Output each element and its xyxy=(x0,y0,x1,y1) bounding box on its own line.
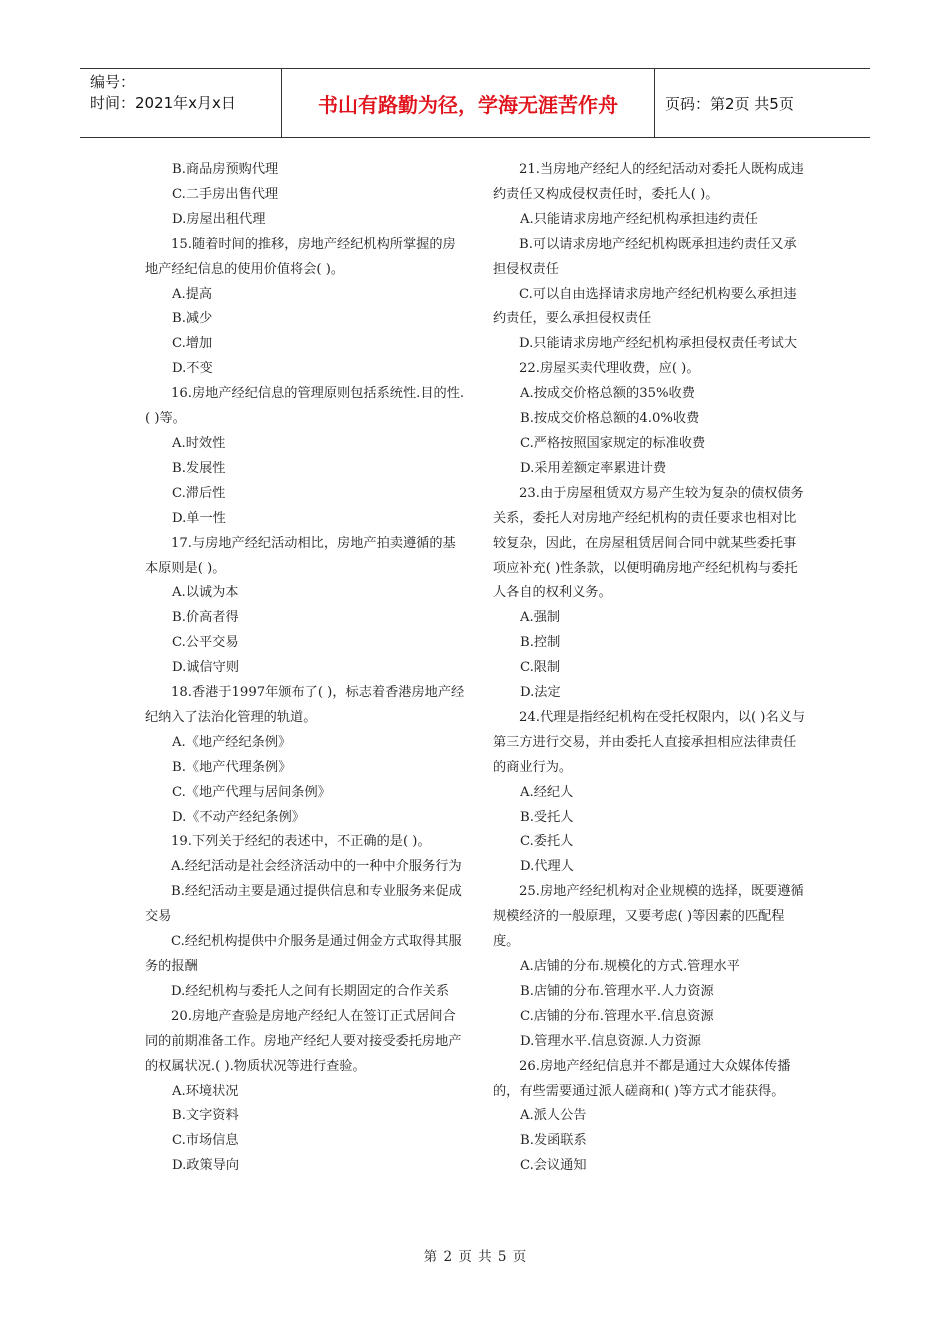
answer-option: B.店铺的分布.管理水平.人力资源 xyxy=(520,983,714,999)
answer-option: B.按成交价格总额的4.0%收费 xyxy=(520,411,700,427)
answer-option: C.二手房出售代理 xyxy=(172,186,279,202)
answer-option: C.委托人 xyxy=(520,834,574,850)
answer-option: C.滞后性 xyxy=(172,485,226,501)
answer-option: A.派人公告 xyxy=(520,1108,587,1124)
answer-option: D.不变 xyxy=(172,361,213,377)
answer-option: D.法定 xyxy=(520,685,561,701)
question-text: 15.随着时间的推移，房地产经纪机构所掌握的房地产经纪信息的使用价值将会( )。 xyxy=(145,236,456,277)
answer-option: C.限制 xyxy=(520,660,561,676)
question-text: 24.代理是指经纪机构在受托权限内，以( )名义与第三方进行交易，并由委托人直接承担相应法律责任的商业行为。 xyxy=(493,709,806,775)
question-text: B.可以请求房地产经纪机构既承担违约责任又承担侵权责任 xyxy=(493,236,797,277)
question-text: B.经纪活动主要是通过提供信息和专业服务来促成交易 xyxy=(145,884,462,925)
answer-option: B.价高者得 xyxy=(172,610,239,626)
answer-option: C.公平交易 xyxy=(172,635,239,651)
answer-option: A.经纪人 xyxy=(520,784,574,800)
header-motto: 书山有路勤为径，学海无涯苦作舟 xyxy=(282,69,655,137)
question-text: 17.与房地产经纪活动相比，房地产拍卖遵循的基本原则是( )。 xyxy=(145,535,456,576)
answer-option: A.时效性 xyxy=(172,435,226,451)
question-text: C.可以自由选择请求房地产经纪机构要么承担违约责任，要么承担侵权责任 xyxy=(493,286,797,327)
answer-option: A.只能请求房地产经纪机构承担违约责任 xyxy=(520,211,758,227)
answer-option: D.《不动产经纪条例》 xyxy=(172,809,305,825)
question-text: 21.当房地产经纪人的经纪活动对委托人既构成违约责任又构成侵权责任时，委托人( )。 xyxy=(493,162,804,202)
question-text: 26.房地产经纪信息并不都是通过大众媒体传播的，有些需要通过派人磋商和( )等方式才能获得。 xyxy=(493,1058,791,1099)
answer-option: B.受托人 xyxy=(520,809,574,825)
question-text: D.只能请求房地产经纪机构承担侵权责任考试大 xyxy=(519,336,798,352)
answer-option: B.商品房预购代理 xyxy=(172,162,279,177)
answer-option: C.增加 xyxy=(172,336,213,352)
answer-option: C.会议通知 xyxy=(520,1158,587,1174)
answer-option: A.按成交价格总额的35%收费 xyxy=(520,386,695,402)
header-page-info: 页码：第2页 共5页 xyxy=(665,94,794,113)
answer-option: D.管理水平.信息资源.人力资源 xyxy=(520,1033,701,1049)
answer-option: C.店铺的分布.管理水平.信息资源 xyxy=(520,1008,714,1024)
answer-option: C.严格按照国家规定的标准收费 xyxy=(520,435,706,451)
time-label: 时间：2021年x月x日 xyxy=(90,94,236,112)
answer-option: D.诚信守则 xyxy=(172,660,240,676)
page-header xyxy=(80,68,870,138)
question-text: 20.房地产查验是房地产经纪人在签订正式居间合同的前期准备工作。房地产经纪人要对接受委托房地产的权属状况.( ).物质状况等进行查验。 xyxy=(145,1008,462,1074)
answer-option: B.控制 xyxy=(520,635,561,651)
answer-option: B.发函联系 xyxy=(520,1133,587,1149)
answer-option: D.房屋出租代理 xyxy=(172,211,266,227)
question-text: 16.房地产经纪信息的管理原则包括系统性.目的性.( )等。 xyxy=(145,386,465,427)
question-text: 18.香港于1997年颁布了( )，标志着香港房地产经纪纳入了法治化管理的轨道。 xyxy=(145,685,465,725)
answer-option: C.《地产代理与居间条例》 xyxy=(172,784,331,800)
question-text: 19.下列关于经纪的表述中，不正确的是( )。 xyxy=(171,834,431,850)
answer-option: D.政策导向 xyxy=(172,1158,240,1174)
answer-option: B.《地产代理条例》 xyxy=(172,759,292,775)
answer-option: A.环境状况 xyxy=(172,1083,239,1099)
left-column xyxy=(145,158,467,1179)
question-text: D.经纪机构与委托人之间有长期固定的合作关系 xyxy=(171,983,450,999)
question-text: C.经纪机构提供中介服务是通过佣金方式取得其服务的报酬 xyxy=(145,934,462,974)
page-footer: 第 2 页 共 5 页 xyxy=(423,1249,527,1265)
answer-option: B.文字资料 xyxy=(172,1108,239,1124)
answer-option: A.强制 xyxy=(520,610,561,626)
question-text: 25.房地产经纪机构对企业规模的选择，既要遵循规模经济的一般原理，又要考虑( )等因素的匹配程度。 xyxy=(493,884,804,950)
answer-option: A.提高 xyxy=(172,286,213,302)
answer-option: B.减少 xyxy=(172,311,213,327)
answer-option: A.《地产经纪条例》 xyxy=(172,734,292,750)
right-column xyxy=(493,158,805,1179)
answer-option: A.店铺的分布.规模化的方式.管理水平 xyxy=(520,959,740,974)
number-label: 编号： xyxy=(90,73,136,91)
question-text: A.经纪活动是社会经济活动中的一种中介服务行为 xyxy=(171,859,462,875)
question-text: 22.房屋买卖代理收费，应( )。 xyxy=(519,361,700,377)
answer-option: B.发展性 xyxy=(172,460,226,476)
answer-option: C.市场信息 xyxy=(172,1133,239,1149)
question-text: 23.由于房屋租赁双方易产生较为复杂的债权债务关系，委托人对房地产经纪机构的责任要求也相对比较复杂，因此，在房屋租赁居间合同中就某些委托事项应补充( )性条款，以便明确房地产经纪机构与委托人各自的权利义务。 xyxy=(493,485,804,601)
answer-option: A.以诚为本 xyxy=(172,585,239,601)
answer-option: D.代理人 xyxy=(520,859,574,875)
answer-option: D.单一性 xyxy=(172,510,226,526)
answer-option: D.采用差额定率累进计费 xyxy=(520,460,667,476)
header-meta xyxy=(80,69,282,137)
